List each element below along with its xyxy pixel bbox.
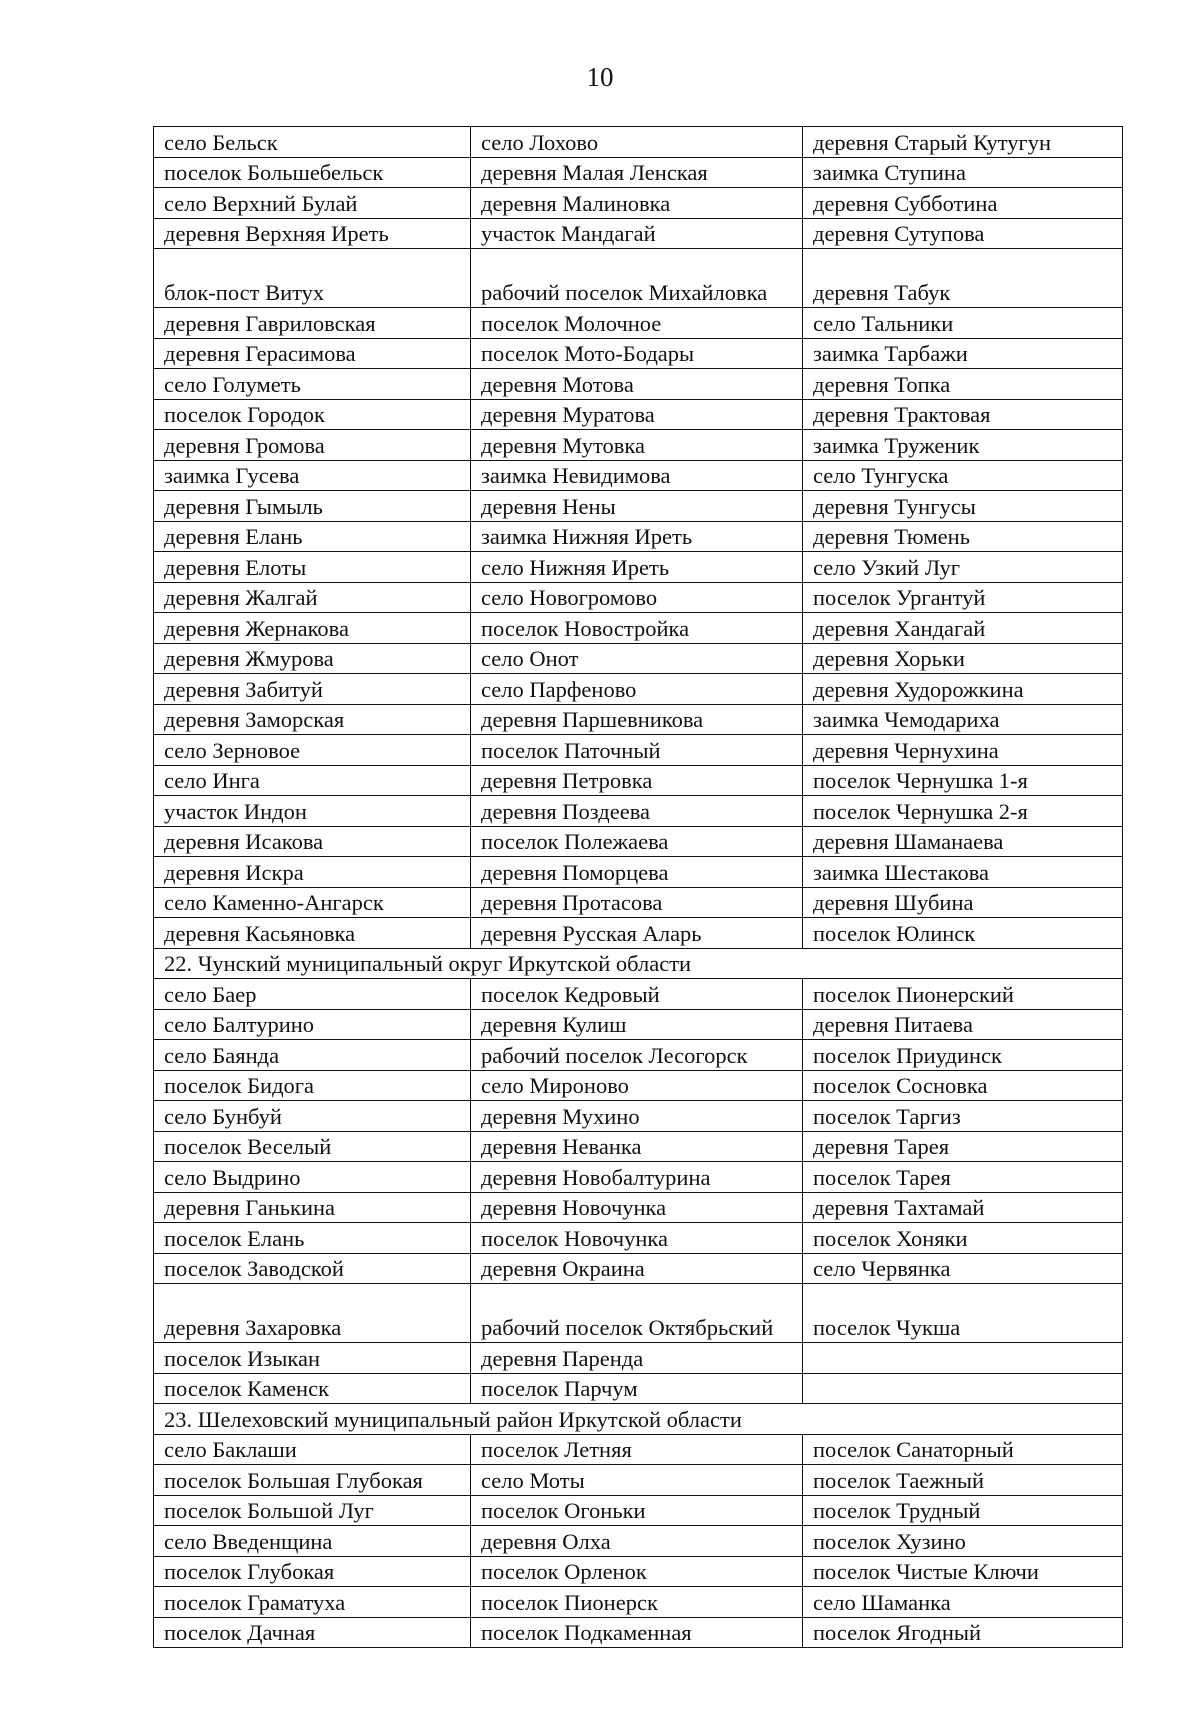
section-title: 23. Шелеховский муниципальный район Иркутской области [154, 1404, 1123, 1435]
settlement-cell: деревня Чернухина [803, 735, 1123, 766]
table-row [154, 765, 1123, 796]
settlement-cell: деревня Питаева [803, 1009, 1123, 1040]
settlement-cell: село Зерновое [154, 735, 471, 766]
table-row [154, 1101, 1123, 1132]
settlement-cell: заимка Нижняя Иреть [471, 521, 803, 552]
settlement-cell: село Онот [471, 643, 803, 674]
table-row [154, 1343, 1123, 1374]
table-row [154, 399, 1123, 430]
table-row [154, 613, 1123, 644]
table-row [154, 582, 1123, 613]
settlement-cell [803, 1373, 1123, 1404]
settlement-cell: деревня Жалгай [154, 582, 471, 613]
settlement-cell: деревня Сутупова [803, 218, 1123, 249]
settlement-cell: поселок Ургантуй [803, 582, 1123, 613]
settlement-cell: поселок Веселый [154, 1131, 471, 1162]
settlement-cell: заимка Труженик [803, 430, 1123, 461]
settlement-cell: село Тунгуска [803, 460, 1123, 491]
settlement-name: поселок Чукша [813, 1315, 961, 1340]
settlement-cell [803, 249, 1123, 308]
table-row [154, 127, 1123, 158]
settlement-cell: поселок Чернушка 2-я [803, 796, 1123, 827]
settlement-cell: деревня Громова [154, 430, 471, 461]
settlement-cell: поселок Новочунка [471, 1223, 803, 1254]
settlement-cell: деревня Топка [803, 369, 1123, 400]
table-row [154, 1131, 1123, 1162]
settlement-cell: деревня Петровка [471, 765, 803, 796]
settlement-cell: поселок Глубокая [154, 1556, 471, 1587]
table-row [154, 1434, 1123, 1465]
settlement-cell: поселок Большой Луг [154, 1495, 471, 1526]
settlement-cell: поселок Подкаменная [471, 1617, 803, 1648]
settlement-cell: поселок Огоньки [471, 1495, 803, 1526]
settlement-cell: поселок Орленок [471, 1556, 803, 1587]
settlement-cell: поселок Ягодный [803, 1617, 1123, 1648]
settlement-cell: деревня Новочунка [471, 1192, 803, 1223]
settlement-cell: рабочий поселок Лесогорск [471, 1040, 803, 1071]
table-row [154, 979, 1123, 1010]
settlement-cell: село Червянка [803, 1253, 1123, 1284]
table-row [154, 674, 1123, 705]
table-row [154, 491, 1123, 522]
settlement-cell: село Моты [471, 1465, 803, 1496]
table-row [154, 735, 1123, 766]
settlement-cell: заимка Тарбажи [803, 338, 1123, 369]
settlement-cell: деревня Новобалтурина [471, 1162, 803, 1193]
settlement-cell: заимка Гусева [154, 460, 471, 491]
settlement-cell: село Баянда [154, 1040, 471, 1071]
settlement-cell: деревня Искра [154, 857, 471, 888]
settlement-cell: село Узкий Луг [803, 552, 1123, 583]
settlement-cell: деревня Тунгусы [803, 491, 1123, 522]
settlement-cell: деревня Шаманаева [803, 826, 1123, 857]
table-row [154, 1162, 1123, 1193]
settlement-cell: поселок Изыкан [154, 1343, 471, 1374]
settlement-cell: деревня Поморцева [471, 857, 803, 888]
settlement-cell: село Шаманка [803, 1587, 1123, 1618]
settlement-cell: деревня Мотова [471, 369, 803, 400]
settlement-cell: село Баклаши [154, 1434, 471, 1465]
settlement-cell: село Мироново [471, 1070, 803, 1101]
settlement-cell: деревня Окраина [471, 1253, 803, 1284]
settlement-cell: село Баер [154, 979, 471, 1010]
settlement-cell: деревня Хорьки [803, 643, 1123, 674]
settlement-cell [154, 249, 471, 308]
settlement-cell: село Голуметь [154, 369, 471, 400]
settlement-name: блок-пост Витух [164, 280, 325, 305]
settlement-cell: деревня Паршевникова [471, 704, 803, 735]
table-row [154, 552, 1123, 583]
table-row [154, 1556, 1123, 1587]
table-row [154, 1526, 1123, 1557]
settlement-cell: деревня Паренда [471, 1343, 803, 1374]
settlement-cell: село Верхний Булай [154, 188, 471, 219]
settlement-cell: деревня Малиновка [471, 188, 803, 219]
settlement-cell: поселок Чернушка 1-я [803, 765, 1123, 796]
settlement-cell: деревня Хандагай [803, 613, 1123, 644]
settlement-cell: деревня Неванка [471, 1131, 803, 1162]
settlement-cell: поселок Пионерский [803, 979, 1123, 1010]
table-row [154, 1253, 1123, 1284]
settlement-cell: поселок Каменск [154, 1373, 471, 1404]
settlement-cell: заимка Ступина [803, 157, 1123, 188]
settlement-cell: деревня Тюмень [803, 521, 1123, 552]
table-row [154, 521, 1123, 552]
settlement-cell [154, 1284, 471, 1343]
settlement-cell: деревня Тарея [803, 1131, 1123, 1162]
settlement-cell: заимка Чемодариха [803, 704, 1123, 735]
settlement-cell: деревня Жернакова [154, 613, 471, 644]
settlement-cell: деревня Забитуй [154, 674, 471, 705]
settlement-cell: село Тальники [803, 308, 1123, 339]
settlement-cell: поселок Елань [154, 1223, 471, 1254]
settlement-cell: поселок Пионерск [471, 1587, 803, 1618]
settlement-cell: деревня Мутовка [471, 430, 803, 461]
table-row [154, 1373, 1123, 1404]
settlement-cell: участок Индон [154, 796, 471, 827]
table-row [154, 157, 1123, 188]
table-row [154, 1192, 1123, 1223]
settlement-cell [471, 249, 803, 308]
settlement-cell: село Лохово [471, 127, 803, 158]
settlement-cell: село Балтурино [154, 1009, 471, 1040]
settlement-cell: деревня Субботина [803, 188, 1123, 219]
table-row [154, 1495, 1123, 1526]
table-row [154, 188, 1123, 219]
settlement-cell: поселок Чистые Ключи [803, 1556, 1123, 1587]
table-row [154, 369, 1123, 400]
settlement-cell: поселок Большая Глубокая [154, 1465, 471, 1496]
settlement-cell: поселок Тарея [803, 1162, 1123, 1193]
settlement-cell: заимка Невидимова [471, 460, 803, 491]
settlement-cell: деревня Нены [471, 491, 803, 522]
settlements-table [153, 126, 1123, 1648]
settlement-cell: поселок Кедровый [471, 979, 803, 1010]
settlement-cell: село Новогромово [471, 582, 803, 613]
settlements-table-body [154, 127, 1123, 1648]
settlement-cell: деревня Ганькина [154, 1192, 471, 1223]
settlement-cell: поселок Полежаева [471, 826, 803, 857]
settlement-cell: деревня Елоты [154, 552, 471, 583]
section-header-row [154, 948, 1123, 979]
table-row [154, 338, 1123, 369]
settlement-cell [803, 1284, 1123, 1343]
settlement-cell: деревня Заморская [154, 704, 471, 735]
table-row [154, 918, 1123, 949]
settlement-cell: поселок Дачная [154, 1617, 471, 1648]
settlement-cell: поселок Таежный [803, 1465, 1123, 1496]
settlement-cell: поселок Большебельск [154, 157, 471, 188]
settlement-cell: поселок Граматуха [154, 1587, 471, 1618]
table-row [154, 1617, 1123, 1648]
settlement-cell: деревня Исакова [154, 826, 471, 857]
settlement-cell: деревня Поздеева [471, 796, 803, 827]
settlement-cell: поселок Летняя [471, 1434, 803, 1465]
settlement-cell: деревня Верхняя Иреть [154, 218, 471, 249]
table-row [154, 1284, 1123, 1343]
settlement-cell: поселок Таргиз [803, 1101, 1123, 1132]
table-row [154, 1587, 1123, 1618]
settlement-cell: село Нижняя Иреть [471, 552, 803, 583]
settlement-cell: деревня Малая Ленская [471, 157, 803, 188]
table-row [154, 826, 1123, 857]
settlement-cell: деревня Герасимова [154, 338, 471, 369]
settlement-cell: деревня Елань [154, 521, 471, 552]
settlement-cell: деревня Шубина [803, 887, 1123, 918]
settlement-cell: деревня Гавриловская [154, 308, 471, 339]
settlement-cell: поселок Санаторный [803, 1434, 1123, 1465]
settlement-cell: поселок Новостройка [471, 613, 803, 644]
table-row [154, 887, 1123, 918]
section-title: 22. Чунский муниципальный округ Иркутской области [154, 948, 1123, 979]
table-row [154, 249, 1123, 308]
settlement-cell: поселок Паточный [471, 735, 803, 766]
settlement-cell: поселок Мото-Бодары [471, 338, 803, 369]
table-row [154, 460, 1123, 491]
page-number: 10 [586, 62, 614, 92]
table-row [154, 1009, 1123, 1040]
table-row [154, 430, 1123, 461]
settlement-cell: поселок Городок [154, 399, 471, 430]
settlement-cell [803, 1343, 1123, 1374]
settlement-cell: поселок Хузино [803, 1526, 1123, 1557]
settlement-cell: поселок Хоняки [803, 1223, 1123, 1254]
settlement-cell: деревня Касьяновка [154, 918, 471, 949]
settlement-cell: деревня Мухино [471, 1101, 803, 1132]
settlement-cell: село Выдрино [154, 1162, 471, 1193]
settlement-cell: деревня Русская Аларь [471, 918, 803, 949]
settlement-name: деревня Табук [813, 280, 951, 305]
table-row [154, 1223, 1123, 1254]
settlement-cell: заимка Шестакова [803, 857, 1123, 888]
settlement-name: деревня Захаровка [164, 1315, 342, 1340]
settlement-name: рабочий поселок Октябрьский [481, 1315, 774, 1340]
table-row [154, 218, 1123, 249]
settlement-cell: село Бельск [154, 127, 471, 158]
settlement-cell: поселок Молочное [471, 308, 803, 339]
settlement-cell: деревня Муратова [471, 399, 803, 430]
settlement-cell: поселок Трудный [803, 1495, 1123, 1526]
settlement-cell: деревня Кулиш [471, 1009, 803, 1040]
table-row [154, 796, 1123, 827]
settlement-cell: деревня Олха [471, 1526, 803, 1557]
settlement-cell: село Парфеново [471, 674, 803, 705]
table-row [154, 857, 1123, 888]
settlement-cell: деревня Худорожкина [803, 674, 1123, 705]
table-row [154, 1465, 1123, 1496]
settlement-cell: село Инга [154, 765, 471, 796]
section-header-row [154, 1404, 1123, 1435]
settlement-cell: поселок Юлинск [803, 918, 1123, 949]
settlement-cell: село Каменно-Ангарск [154, 887, 471, 918]
settlement-cell: деревня Старый Кутугун [803, 127, 1123, 158]
settlement-cell: деревня Протасова [471, 887, 803, 918]
table-row [154, 643, 1123, 674]
settlement-cell: деревня Гымыль [154, 491, 471, 522]
settlement-cell [471, 1284, 803, 1343]
settlement-cell: поселок Сосновка [803, 1070, 1123, 1101]
table-row [154, 704, 1123, 735]
table-row [154, 1070, 1123, 1101]
settlement-cell: деревня Трактовая [803, 399, 1123, 430]
settlement-cell: село Введенщина [154, 1526, 471, 1557]
settlement-cell: участок Мандагай [471, 218, 803, 249]
settlement-cell: поселок Бидога [154, 1070, 471, 1101]
settlement-cell: деревня Тахтамай [803, 1192, 1123, 1223]
settlement-cell: село Бунбуй [154, 1101, 471, 1132]
settlement-name: рабочий поселок Михайловка [481, 280, 768, 305]
table-row [154, 308, 1123, 339]
settlement-cell: деревня Жмурова [154, 643, 471, 674]
settlement-cell: поселок Заводской [154, 1253, 471, 1284]
settlement-cell: поселок Приудинск [803, 1040, 1123, 1071]
table-row [154, 1040, 1123, 1071]
settlement-cell: поселок Парчум [471, 1373, 803, 1404]
